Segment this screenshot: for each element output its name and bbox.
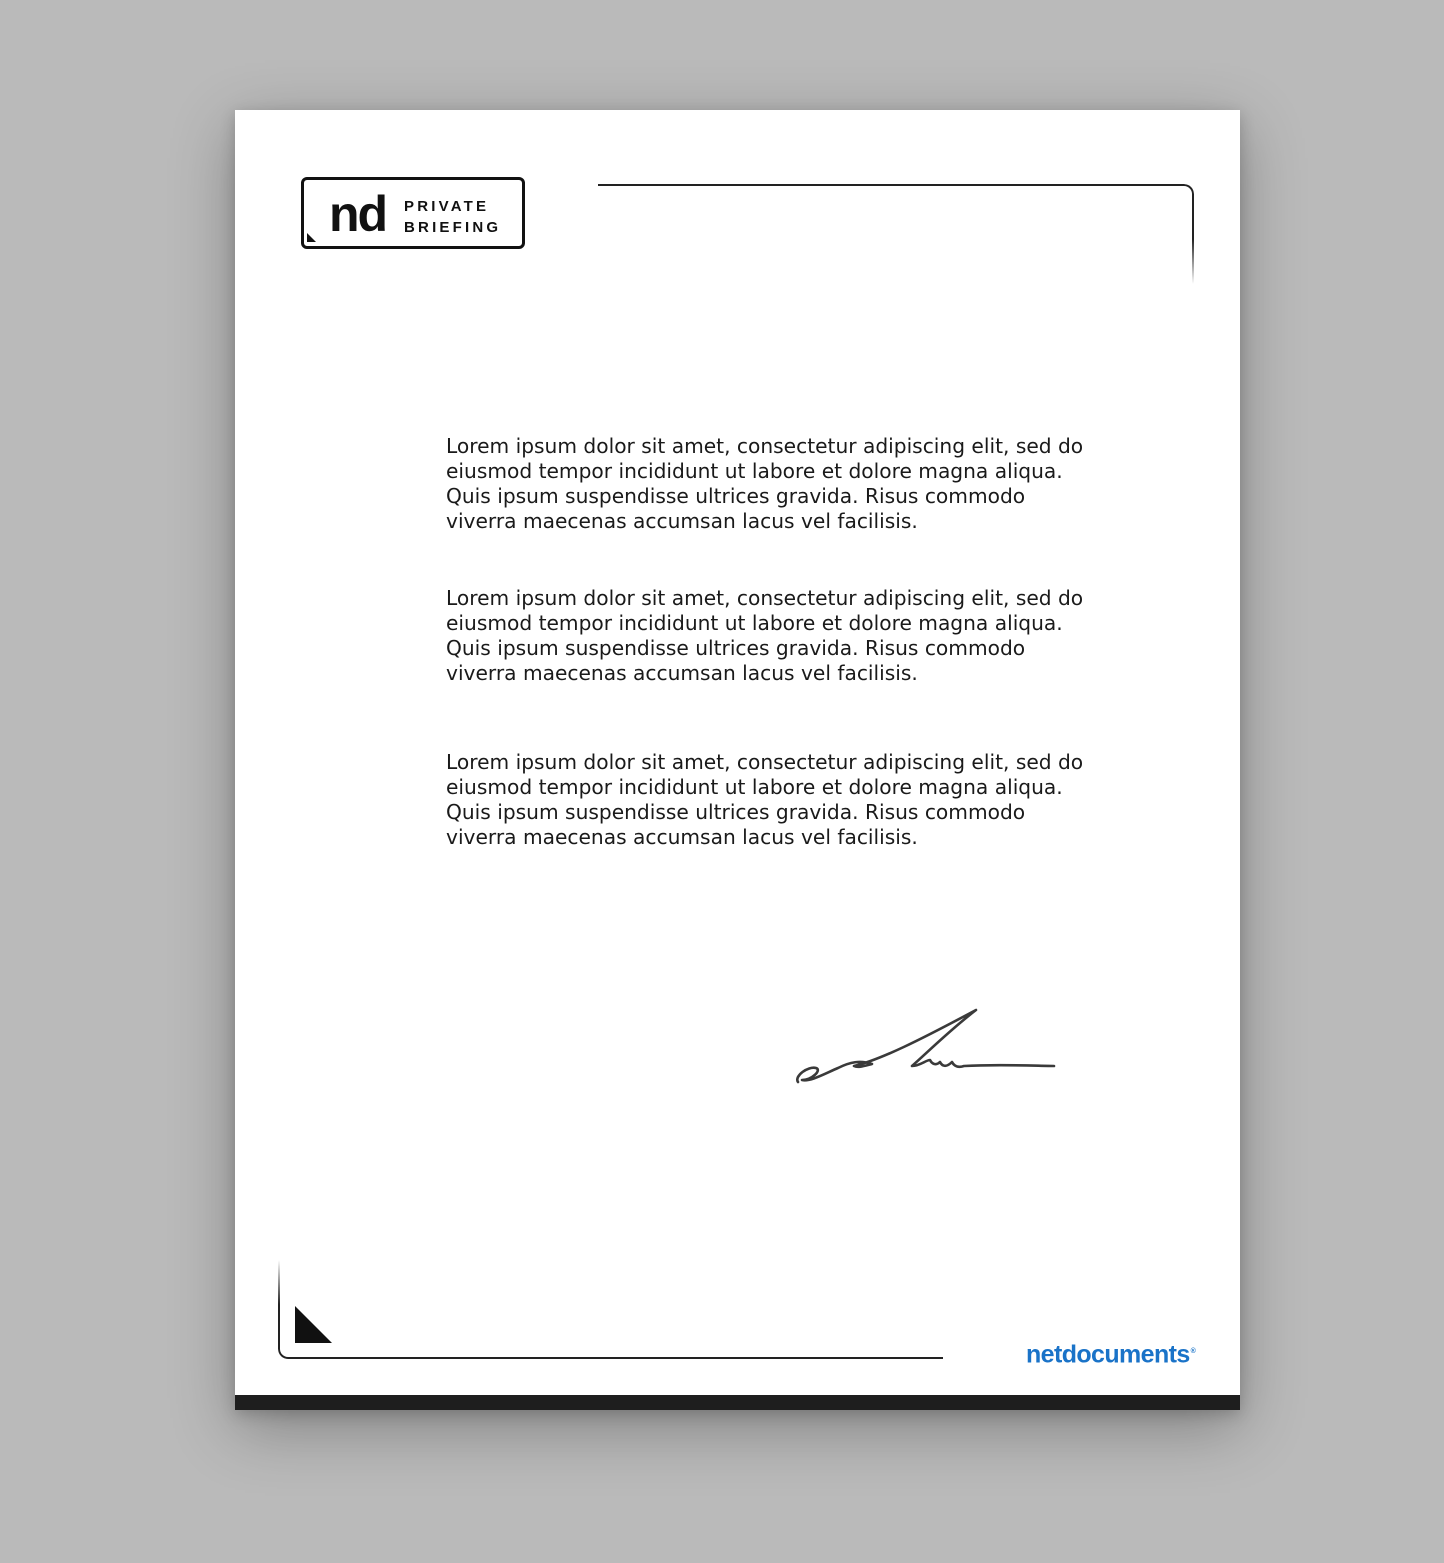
- bottom-band: [235, 1395, 1240, 1410]
- footer-corner-triangle-icon: [295, 1306, 332, 1343]
- brand-name: netdocuments: [1026, 1340, 1190, 1369]
- logo-line-private: PRIVATE: [404, 198, 490, 215]
- nd-private-briefing-logo: [301, 177, 525, 249]
- netdocuments-brand: [1026, 1337, 1195, 1369]
- registered-mark: ®: [1190, 1348, 1196, 1355]
- footer-frame-line: [278, 1260, 943, 1359]
- handwritten-signature: [790, 1000, 1070, 1090]
- logo-mark: nd: [329, 186, 387, 242]
- header-frame-line: [598, 184, 1194, 284]
- logo-wordmark: [404, 196, 501, 238]
- logo-line-briefing: BRIEFING: [404, 219, 502, 236]
- body-paragraph-1: Lorem ipsum dolor sit amet, consectetur adipiscing elit, sed do eiusmod tempor incididunt ut labore et dolore magna aliqua. Quis ipsum suspendisse ultrices gravida. Risus commodo viverra maecenas accumsan lacus vel facilisis.: [446, 434, 1084, 533]
- logo-corner-triangle-icon: [307, 233, 316, 242]
- body-paragraph-2: Lorem ipsum dolor sit amet, consectetur adipiscing elit, sed do eiusmod tempor incididunt ut labore et dolore magna aliqua. Quis ipsum suspendisse ultrices gravida. Risus commodo viverra maecenas accumsan lacus vel facilisis.: [446, 586, 1084, 685]
- letterhead-page: [235, 110, 1240, 1410]
- body-paragraph-3: Lorem ipsum dolor sit amet, consectetur adipiscing elit, sed do eiusmod tempor incididunt ut labore et dolore magna aliqua. Quis ipsum suspendisse ultrices gravida. Risus commodo viverra maecenas accumsan lacus vel facilisis.: [446, 750, 1084, 849]
